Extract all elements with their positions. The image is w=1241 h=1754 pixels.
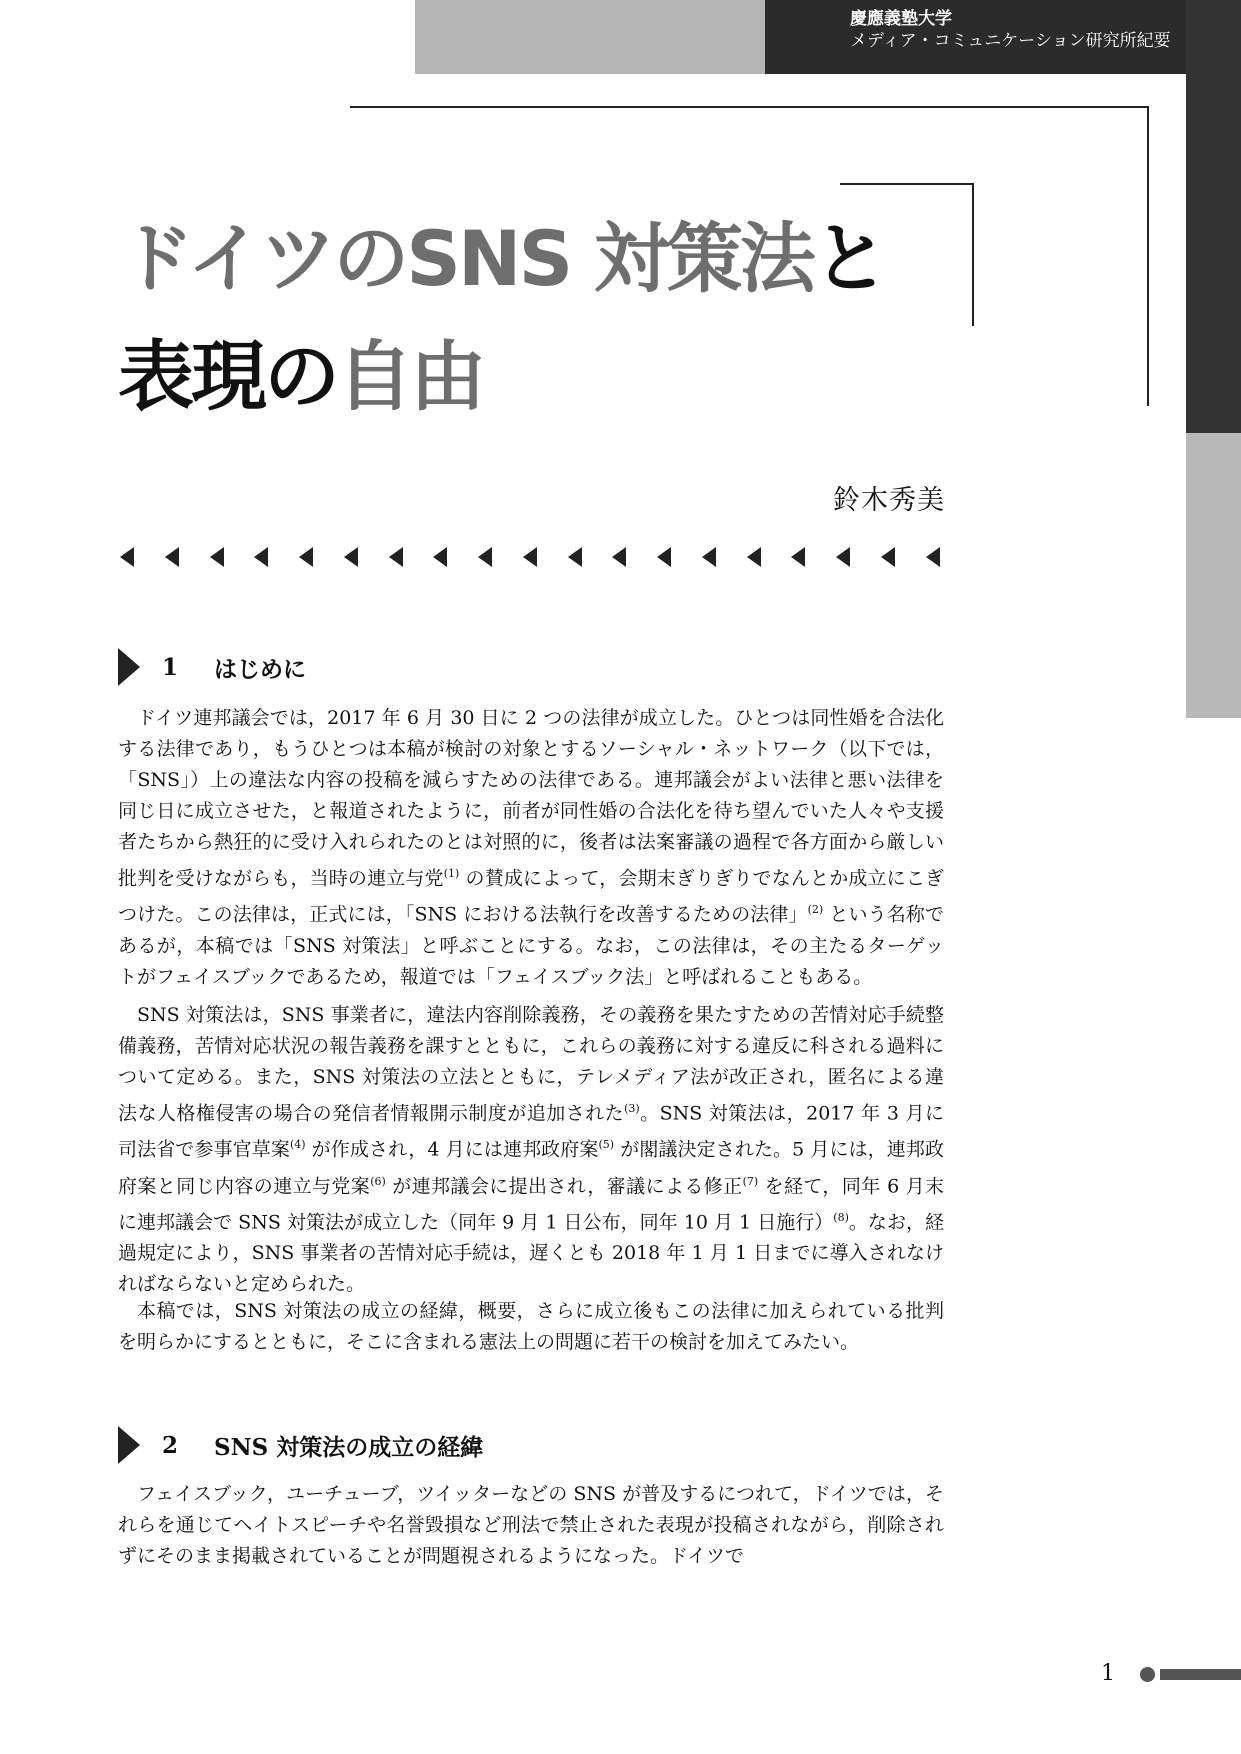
footnote-ref: (6) xyxy=(370,1174,386,1188)
triangle-icon xyxy=(254,547,268,567)
triangle-icon xyxy=(568,547,582,567)
triangle-icon xyxy=(389,547,403,567)
journal-name: メディア・コミュニケーション研究所紀要 xyxy=(850,31,1171,51)
triangle-icon xyxy=(612,547,626,567)
triangle-divider xyxy=(120,547,940,567)
frame-rule-top xyxy=(350,106,1148,108)
title-line-2: 表現の自由 xyxy=(118,332,483,421)
paragraph-4: フェイスブック，ユーチューブ，ツイッターなどの SNS が普及するにつれて，ドイツでは，それらを通じてヘイトスピーチや名誉毀損など刑法で禁止された表現が投稿されながら，削除されずにそのまま掲載されていることが問題視されるようになった。ドイツで xyxy=(118,1483,944,1567)
triangle-icon xyxy=(344,547,358,567)
triangle-icon xyxy=(433,547,447,567)
section-number: 1 xyxy=(162,653,179,681)
triangle-icon xyxy=(836,547,850,567)
section-marker-icon xyxy=(118,1426,140,1464)
journal-header xyxy=(850,8,1171,52)
triangle-icon xyxy=(210,547,224,567)
page-number: 1 xyxy=(1101,1661,1115,1686)
paragraph-3: 本稿では，SNS 対策法の成立の経緯，概要，さらに成立後もこの法律に加えられている批判を明らかにするとともに，そこに含まれる憲法上の問題に若干の検討を加えてみたい。 xyxy=(118,1300,944,1353)
title-line-1: ドイツのSNS 対策法と xyxy=(118,214,886,303)
footnote-ref: (2) xyxy=(807,903,824,917)
triangle-icon xyxy=(791,547,805,567)
title-bracket-right xyxy=(972,183,974,326)
side-tab-dark xyxy=(1186,0,1241,433)
triangle-icon xyxy=(165,547,179,567)
footnote-ref: (7) xyxy=(742,1174,759,1188)
footnote-ref: (4) xyxy=(289,1138,306,1152)
section-marker-icon xyxy=(118,648,140,686)
side-tab-gray xyxy=(1186,433,1241,718)
triangle-icon xyxy=(657,547,671,567)
journal-university: 慶應義塾大学 xyxy=(850,9,952,29)
footnote-ref: (1) xyxy=(443,867,460,880)
triangle-icon xyxy=(702,547,716,567)
triangle-icon xyxy=(747,547,761,567)
section-heading-1 xyxy=(118,648,306,686)
triangle-icon xyxy=(478,547,492,567)
section-number: 2 xyxy=(162,1431,179,1459)
author-name: 鈴木秀美 xyxy=(833,485,945,516)
title-bracket-top xyxy=(840,183,973,185)
paragraph-2: SNS 対策法は，SNS 事業者に，違法内容削除義務，その義務を果たすための苦情対応手続整備義務，苦情対応状況の報告義務を課すとともに，これらの義務に対する違反に科される過料について定める。また，SNS 対策法の立法とともに，テレメディア法が改正され，匿名による違法な人格権侵害の場合の発信者情報開示制度が追加された$^{(3)}$。SNS 対策法は，2017 年 3 月に司法省で参事官草案$^{(4)}$ が作成され，4 月には連邦政府案$^{(5)}$ が閣議決定された。5 月には，連邦政府案と同じ内容の連立与党案$^{(6)}$ が連邦議会に提出され，審議による修正$^{(7)}$ を経て，同年 6 月末に連邦議会で SNS 対策法が成立した（同年 9 月 1 日公布，同年 10 月 1 日施行）$^{(8)}$。なお，経過規定により，SNS 事業者の苦情対応手続は，遅くとも 2018 年 1 月 1 日までに導入されなければならないと定められた。 xyxy=(118,1004,944,1296)
triangle-icon xyxy=(881,547,895,567)
section-title: SNS 対策法の成立の経緯 xyxy=(214,1433,484,1461)
article-title xyxy=(118,200,886,436)
header-gray-band xyxy=(415,0,765,74)
page-bar xyxy=(1160,1669,1241,1680)
triangle-icon xyxy=(120,547,134,567)
footnote-ref: (8) xyxy=(833,1210,849,1224)
section-title: はじめに xyxy=(214,655,307,683)
page-dot xyxy=(1140,1667,1155,1682)
footnote-ref: (5) xyxy=(598,1138,615,1152)
triangle-icon xyxy=(523,547,537,567)
footnote-ref: (3) xyxy=(624,1102,640,1115)
section-heading-2 xyxy=(118,1426,483,1464)
paragraph-1: ドイツ連邦議会では，2017 年 6 月 30 日に 2 つの法律が成立した。ひとつは同性婚を合法化する法律であり，もうひとつは本稿が検討の対象とするソーシャル・ネットワーク（以下では，「SNS」）上の違法な内容の投稿を減らすための法律である。連邦議会がよい法律と悪い法律を同じ日に成立させた，と報道されたように，前者が同性婚の合法化を待ち望んでいた人々や支援者たちから熱狂的に受け入れられたのとは対照的に，後者は法案審議の過程で各方面から厳しい批判を受けながらも，当時の連立与党$^{(1)}$ の賛成によって，会期末ぎりぎりでなんとか成立にこぎつけた。この法律は，正式には，「SNS における法執行を改善するための法律」$^{(2)}$ という名称であるが，本稿では「SNS 対策法」と呼ぶことにする。なお，この法律は，その主たるターゲットがフェイスブックであるため，報道では「フェイスブック法」と呼ばれることもある。 xyxy=(118,707,944,988)
triangle-icon xyxy=(299,547,313,567)
frame-rule-right xyxy=(1147,106,1149,406)
triangle-icon xyxy=(926,547,940,567)
